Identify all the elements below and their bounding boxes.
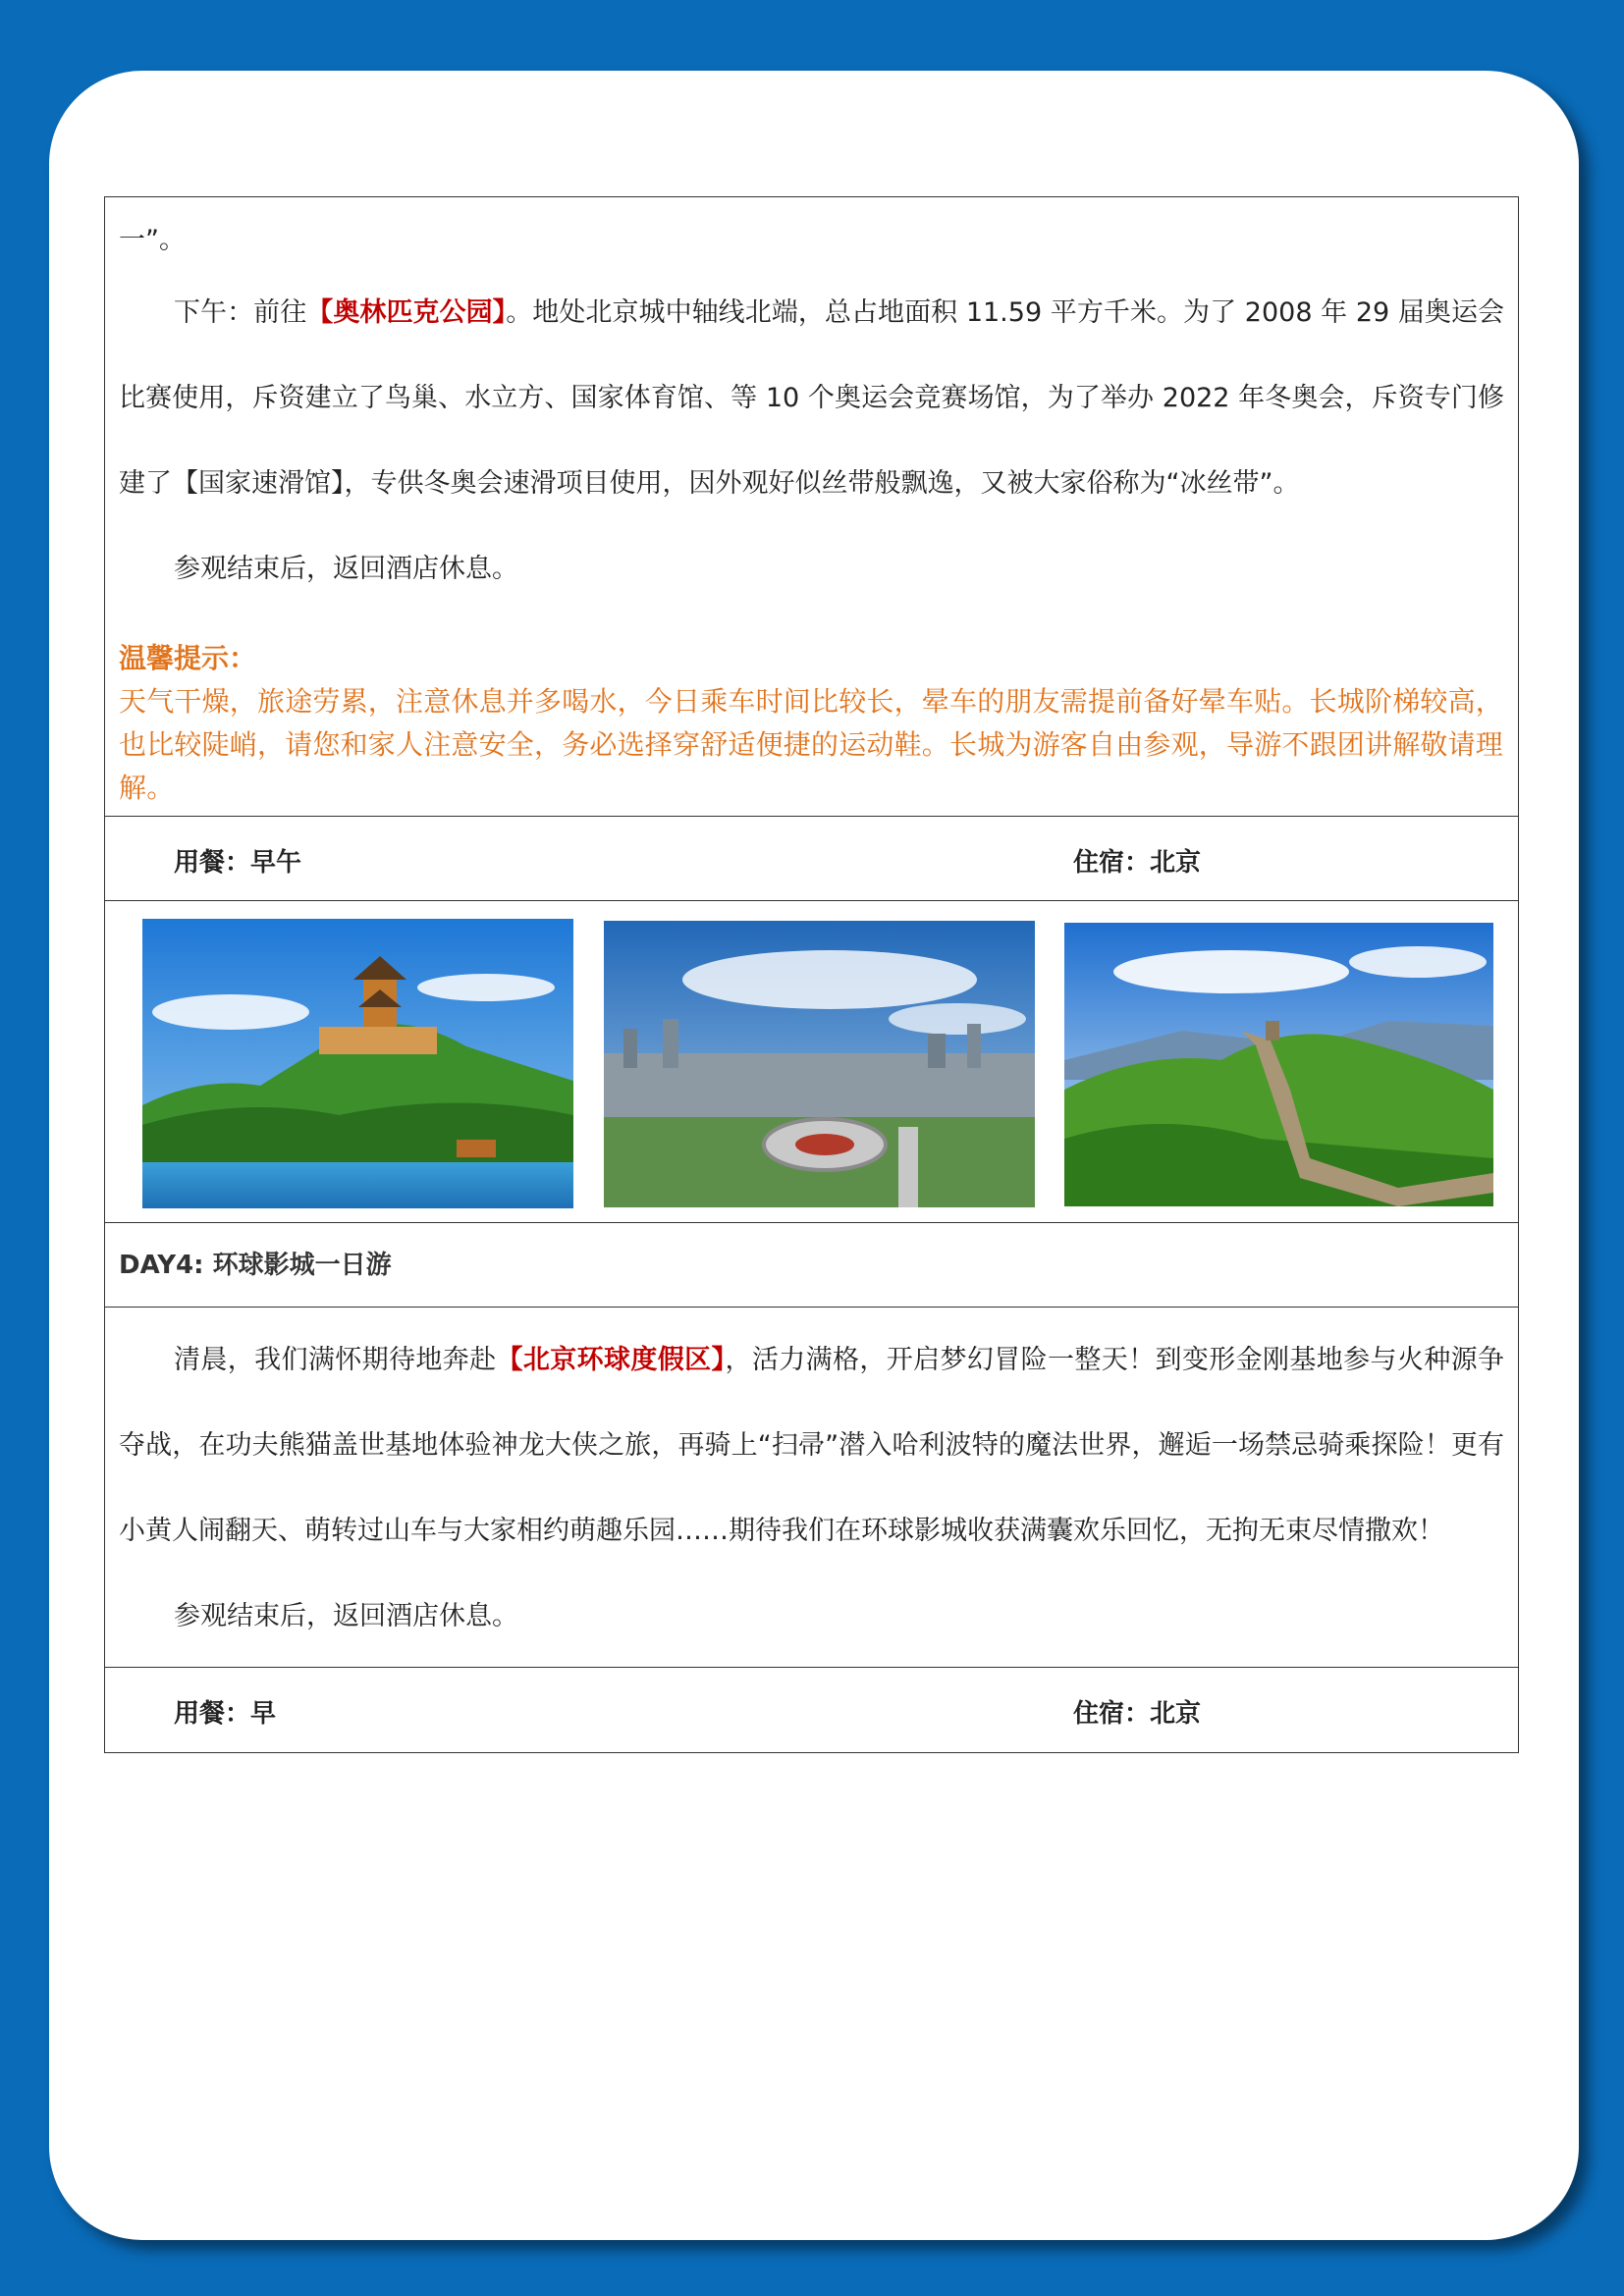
olympic-park-photo [604, 921, 1035, 1207]
stay-info: 住宿：北京 [1073, 848, 1202, 878]
meal-info: 用餐：早午 [174, 848, 302, 878]
day4-paragraph: 清晨，我们满怀期待地奔赴【北京环球度假区】，活力满格，开启梦幻冒险一整天！到变形金刚基地参与火种源争夺战，在功夫熊猫盖世基地体验神龙大侠之旅，再骑上“扫帚”潜入哈利波特的魔法世界，邂逅一场禁忌骑乘探险！更有小黄人闹翻天、萌转过山车与大家相约萌趣乐园……期待我们在环球影城收获满囊欢乐回忆，无拘无束尽情撒欢！ [119, 1345, 1505, 1546]
day4-meals-row [105, 1668, 1518, 1752]
day4-title: DAY4: 环球影城一日游 [105, 1223, 1518, 1308]
meals-row [105, 817, 1518, 901]
continued-text: 一”。 [119, 225, 186, 255]
end-visit-text: 参观结束后，返回酒店休息。 [174, 554, 518, 584]
day4-meal-info: 用餐：早 [174, 1699, 277, 1729]
itinerary-table [104, 196, 1519, 1753]
olympic-park-highlight: 【奥林匹克公园】 [306, 297, 507, 328]
warm-tip [105, 612, 1518, 816]
afternoon-paragraph: 下午：前往【奥林匹克公园】。地处北京城中轴线北端，总占地面积 11.59 平方千米。为了 2008 年 29 届奥运会比赛使用，斥资建立了鸟巢、水立方、国家体育馆、等 10 个奥运会竞赛场馆，为了举办 2022 年冬奥会，斥资专门修建了【国家速滑馆】，专供冬奥会速滑项目使用，因外观好似丝带般飘逸，又被大家俗称为“冰丝带”。 [119, 297, 1505, 499]
universal-resort-highlight: 【北京环球度假区】 [496, 1345, 726, 1375]
photos-row [105, 901, 1518, 1223]
day3-afternoon-row [105, 197, 1518, 817]
day4-end-visit: 参观结束后，返回酒店休息。 [174, 1601, 518, 1631]
day4-body-row [105, 1308, 1518, 1668]
great-wall-photo [1064, 923, 1493, 1206]
tip-body: 天气干燥，旅途劳累，注意休息并多喝水，今日乘车时间比较长，晕车的朋友需提前备好晕车贴。长城阶梯较高，也比较陡峭，请您和家人注意安全，务必选择穿舒适便捷的运动鞋。长城为游客自由参观，导游不跟团讲解敬请理解。 [119, 685, 1504, 804]
tip-title: 温馨提示： [119, 642, 257, 674]
day4-stay-info: 住宿：北京 [1073, 1699, 1202, 1729]
summer-palace-photo [142, 919, 573, 1208]
